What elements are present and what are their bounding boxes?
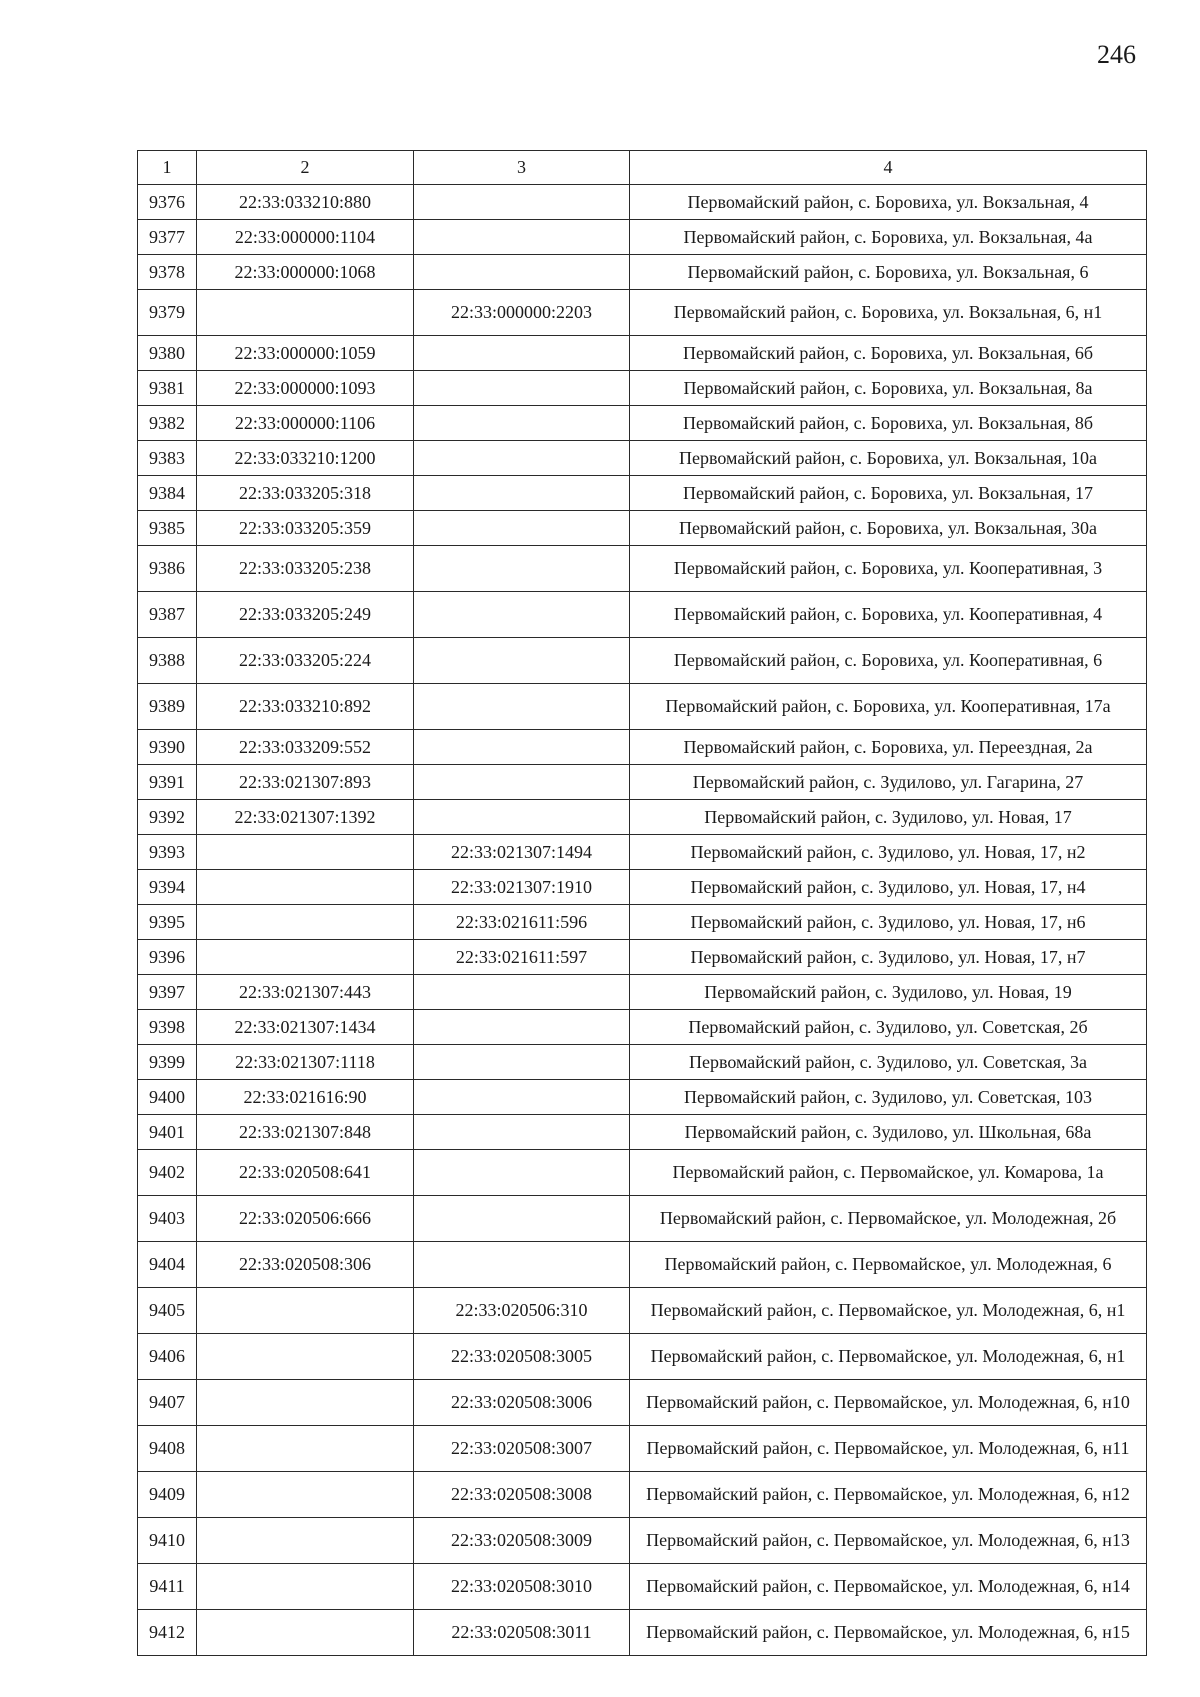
cadastral-number-cell: 22:33:021616:90: [197, 1080, 414, 1115]
row-number-cell: 9393: [138, 835, 197, 870]
premises-cadastral-number-cell: 22:33:020508:3008: [414, 1472, 630, 1518]
table-row: [138, 638, 1147, 684]
address-cell: Первомайский район, с. Первомайское, ул. Молодежная, 6, н14: [630, 1564, 1147, 1610]
premises-cadastral-number-cell: [414, 371, 630, 406]
premises-cadastral-number-cell: 22:33:021307:1494: [414, 835, 630, 870]
table-row: [138, 1518, 1147, 1564]
table-row: [138, 220, 1147, 255]
row-number-cell: 9397: [138, 975, 197, 1010]
cadastral-number-cell: [197, 940, 414, 975]
premises-cadastral-number-cell: [414, 546, 630, 592]
row-number-cell: 9392: [138, 800, 197, 835]
registry-table: [137, 150, 1147, 1656]
cadastral-number-cell: 22:33:033210:1200: [197, 441, 414, 476]
cadastral-number-cell: 22:33:021307:1118: [197, 1045, 414, 1080]
row-number-cell: 9390: [138, 730, 197, 765]
row-number-cell: 9382: [138, 406, 197, 441]
cadastral-number-cell: 22:33:000000:1106: [197, 406, 414, 441]
address-cell: Первомайский район, с. Зудилово, ул. Новая, 17: [630, 800, 1147, 835]
premises-cadastral-number-cell: [414, 1196, 630, 1242]
address-cell: Первомайский район, с. Боровиха, ул. Вокзальная, 4: [630, 185, 1147, 220]
premises-cadastral-number-cell: 22:33:021307:1910: [414, 870, 630, 905]
address-cell: Первомайский район, с. Боровиха, ул. Вокзальная, 8б: [630, 406, 1147, 441]
premises-cadastral-number-cell: 22:33:021611:596: [414, 905, 630, 940]
premises-cadastral-number-cell: [414, 1080, 630, 1115]
cadastral-number-cell: 22:33:033205:224: [197, 638, 414, 684]
premises-cadastral-number-cell: [414, 476, 630, 511]
premises-cadastral-number-cell: 22:33:020506:310: [414, 1288, 630, 1334]
address-cell: Первомайский район, с. Зудилово, ул. Школьная, 68а: [630, 1115, 1147, 1150]
address-cell: Первомайский район, с. Зудилово, ул. Новая, 17, н4: [630, 870, 1147, 905]
table-row: [138, 290, 1147, 336]
table-row: [138, 1564, 1147, 1610]
premises-cadastral-number-cell: 22:33:020508:3006: [414, 1380, 630, 1426]
address-cell: Первомайский район, с. Зудилово, ул. Новая, 17, н6: [630, 905, 1147, 940]
row-number-cell: 9386: [138, 546, 197, 592]
row-number-cell: 9405: [138, 1288, 197, 1334]
cadastral-number-cell: [197, 835, 414, 870]
address-cell: Первомайский район, с. Боровиха, ул. Переездная, 2а: [630, 730, 1147, 765]
table-row: [138, 1115, 1147, 1150]
table-row: [138, 1010, 1147, 1045]
cadastral-number-cell: 22:33:020508:641: [197, 1150, 414, 1196]
cadastral-number-cell: [197, 1334, 414, 1380]
table-row: [138, 1196, 1147, 1242]
table-header: [138, 151, 1147, 185]
header-row: [138, 151, 1147, 185]
cadastral-number-cell: 22:33:021307:1434: [197, 1010, 414, 1045]
page-number: 246: [1097, 40, 1136, 69]
cadastral-number-cell: 22:33:020506:666: [197, 1196, 414, 1242]
address-cell: Первомайский район, с. Зудилово, ул. Новая, 19: [630, 975, 1147, 1010]
table-row: [138, 511, 1147, 546]
table-row: [138, 1150, 1147, 1196]
cadastral-number-cell: [197, 1518, 414, 1564]
address-cell: Первомайский район, с. Боровиха, ул. Вокзальная, 6: [630, 255, 1147, 290]
row-number-cell: 9411: [138, 1564, 197, 1610]
premises-cadastral-number-cell: 22:33:020508:3011: [414, 1610, 630, 1656]
premises-cadastral-number-cell: [414, 1150, 630, 1196]
address-cell: Первомайский район, с. Первомайское, ул. Молодежная, 6, н15: [630, 1610, 1147, 1656]
premises-cadastral-number-cell: [414, 800, 630, 835]
address-cell: Первомайский район, с. Первомайское, ул. Молодежная, 6, н12: [630, 1472, 1147, 1518]
cadastral-number-cell: [197, 290, 414, 336]
premises-cadastral-number-cell: [414, 255, 630, 290]
table-row: [138, 905, 1147, 940]
address-cell: Первомайский район, с. Боровиха, ул. Кооперативная, 17а: [630, 684, 1147, 730]
premises-cadastral-number-cell: [414, 684, 630, 730]
premises-cadastral-number-cell: [414, 638, 630, 684]
table-row: [138, 1045, 1147, 1080]
row-number-cell: 9407: [138, 1380, 197, 1426]
table-row: [138, 765, 1147, 800]
cadastral-number-cell: [197, 870, 414, 905]
table-row: [138, 684, 1147, 730]
row-number-cell: 9408: [138, 1426, 197, 1472]
premises-cadastral-number-cell: [414, 406, 630, 441]
row-number-cell: 9402: [138, 1150, 197, 1196]
row-number-cell: 9406: [138, 1334, 197, 1380]
address-cell: Первомайский район, с. Первомайское, ул. Комарова, 1а: [630, 1150, 1147, 1196]
table-row: [138, 255, 1147, 290]
row-number-cell: 9388: [138, 638, 197, 684]
table-row: [138, 371, 1147, 406]
row-number-cell: 9389: [138, 684, 197, 730]
table-row: [138, 546, 1147, 592]
address-cell: Первомайский район, с. Зудилово, ул. Новая, 17, н2: [630, 835, 1147, 870]
cadastral-number-cell: 22:33:033209:552: [197, 730, 414, 765]
premises-cadastral-number-cell: 22:33:021611:597: [414, 940, 630, 975]
row-number-cell: 9379: [138, 290, 197, 336]
address-cell: Первомайский район, с. Боровиха, ул. Вокзальная, 6б: [630, 336, 1147, 371]
premises-cadastral-number-cell: [414, 1010, 630, 1045]
cadastral-number-cell: 22:33:021307:1392: [197, 800, 414, 835]
cadastral-number-cell: 22:33:021307:443: [197, 975, 414, 1010]
cadastral-number-cell: [197, 1564, 414, 1610]
cadastral-number-cell: 22:33:033205:318: [197, 476, 414, 511]
cadastral-number-cell: 22:33:000000:1068: [197, 255, 414, 290]
cadastral-number-cell: 22:33:033205:359: [197, 511, 414, 546]
row-number-cell: 9383: [138, 441, 197, 476]
table-row: [138, 1472, 1147, 1518]
row-number-cell: 9391: [138, 765, 197, 800]
cadastral-number-cell: 22:33:033205:249: [197, 592, 414, 638]
cadastral-number-cell: 22:33:033210:880: [197, 185, 414, 220]
address-cell: Первомайский район, с. Первомайское, ул. Молодежная, 2б: [630, 1196, 1147, 1242]
premises-cadastral-number-cell: [414, 511, 630, 546]
address-cell: Первомайский район, с. Зудилово, ул. Советская, 103: [630, 1080, 1147, 1115]
row-number-cell: 9403: [138, 1196, 197, 1242]
address-cell: Первомайский район, с. Боровиха, ул. Кооперативная, 3: [630, 546, 1147, 592]
cadastral-number-cell: [197, 1472, 414, 1518]
address-cell: Первомайский район, с. Первомайское, ул. Молодежная, 6, н10: [630, 1380, 1147, 1426]
row-number-cell: 9401: [138, 1115, 197, 1150]
cadastral-number-cell: 22:33:021307:893: [197, 765, 414, 800]
table-row: [138, 1610, 1147, 1656]
address-cell: Первомайский район, с. Боровиха, ул. Вокзальная, 30а: [630, 511, 1147, 546]
premises-cadastral-number-cell: [414, 730, 630, 765]
premises-cadastral-number-cell: [414, 1045, 630, 1080]
address-cell: Первомайский район, с. Боровиха, ул. Вокзальная, 10а: [630, 441, 1147, 476]
header-col-3: 3: [414, 151, 630, 185]
table-row: [138, 185, 1147, 220]
row-number-cell: 9381: [138, 371, 197, 406]
address-cell: Первомайский район, с. Зудилово, ул. Советская, 3а: [630, 1045, 1147, 1080]
cadastral-number-cell: 22:33:000000:1093: [197, 371, 414, 406]
address-cell: Первомайский район, с. Боровиха, ул. Вокзальная, 17: [630, 476, 1147, 511]
row-number-cell: 9378: [138, 255, 197, 290]
cadastral-number-cell: [197, 1610, 414, 1656]
table-row: [138, 800, 1147, 835]
address-cell: Первомайский район, с. Боровиха, ул. Вокзальная, 4а: [630, 220, 1147, 255]
row-number-cell: 9399: [138, 1045, 197, 1080]
table-row: [138, 441, 1147, 476]
address-cell: Первомайский район, с. Зудилово, ул. Новая, 17, н7: [630, 940, 1147, 975]
cadastral-number-cell: 22:33:033205:238: [197, 546, 414, 592]
cadastral-number-cell: [197, 1380, 414, 1426]
address-cell: Первомайский район, с. Боровиха, ул. Вокзальная, 6, н1: [630, 290, 1147, 336]
premises-cadastral-number-cell: 22:33:000000:2203: [414, 290, 630, 336]
premises-cadastral-number-cell: [414, 185, 630, 220]
table-row: [138, 1334, 1147, 1380]
cadastral-number-cell: [197, 1426, 414, 1472]
row-number-cell: 9400: [138, 1080, 197, 1115]
table-row: [138, 336, 1147, 371]
table-body: [138, 185, 1147, 1656]
table-row: [138, 730, 1147, 765]
premises-cadastral-number-cell: [414, 441, 630, 476]
table-row: [138, 476, 1147, 511]
premises-cadastral-number-cell: [414, 592, 630, 638]
address-cell: Первомайский район, с. Боровиха, ул. Кооперативная, 4: [630, 592, 1147, 638]
address-cell: Первомайский район, с. Зудилово, ул. Советская, 2б: [630, 1010, 1147, 1045]
address-cell: Первомайский район, с. Боровиха, ул. Вокзальная, 8а: [630, 371, 1147, 406]
table-row: [138, 940, 1147, 975]
premises-cadastral-number-cell: 22:33:020508:3009: [414, 1518, 630, 1564]
header-col-2: 2: [197, 151, 414, 185]
address-cell: Первомайский район, с. Первомайское, ул. Молодежная, 6, н1: [630, 1334, 1147, 1380]
row-number-cell: 9384: [138, 476, 197, 511]
premises-cadastral-number-cell: [414, 336, 630, 371]
cadastral-number-cell: 22:33:033210:892: [197, 684, 414, 730]
address-cell: Первомайский район, с. Первомайское, ул. Молодежная, 6, н1: [630, 1288, 1147, 1334]
table-row: [138, 835, 1147, 870]
row-number-cell: 9387: [138, 592, 197, 638]
row-number-cell: 9376: [138, 185, 197, 220]
header-col-1: 1: [138, 151, 197, 185]
table-row: [138, 1288, 1147, 1334]
table-row: [138, 1426, 1147, 1472]
premises-cadastral-number-cell: 22:33:020508:3010: [414, 1564, 630, 1610]
row-number-cell: 9409: [138, 1472, 197, 1518]
row-number-cell: 9404: [138, 1242, 197, 1288]
premises-cadastral-number-cell: 22:33:020508:3007: [414, 1426, 630, 1472]
row-number-cell: 9395: [138, 905, 197, 940]
row-number-cell: 9396: [138, 940, 197, 975]
table-row: [138, 1242, 1147, 1288]
row-number-cell: 9412: [138, 1610, 197, 1656]
row-number-cell: 9377: [138, 220, 197, 255]
row-number-cell: 9398: [138, 1010, 197, 1045]
address-cell: Первомайский район, с. Первомайское, ул. Молодежная, 6, н13: [630, 1518, 1147, 1564]
cadastral-number-cell: 22:33:020508:306: [197, 1242, 414, 1288]
row-number-cell: 9394: [138, 870, 197, 905]
premises-cadastral-number-cell: [414, 765, 630, 800]
premises-cadastral-number-cell: [414, 220, 630, 255]
cadastral-number-cell: 22:33:021307:848: [197, 1115, 414, 1150]
row-number-cell: 9385: [138, 511, 197, 546]
address-cell: Первомайский район, с. Боровиха, ул. Кооперативная, 6: [630, 638, 1147, 684]
premises-cadastral-number-cell: [414, 1115, 630, 1150]
table-row: [138, 1380, 1147, 1426]
table-row: [138, 870, 1147, 905]
table-row: [138, 592, 1147, 638]
row-number-cell: 9380: [138, 336, 197, 371]
table-row: [138, 975, 1147, 1010]
cadastral-number-cell: [197, 905, 414, 940]
premises-cadastral-number-cell: [414, 1242, 630, 1288]
header-col-4: 4: [630, 151, 1147, 185]
address-cell: Первомайский район, с. Зудилово, ул. Гагарина, 27: [630, 765, 1147, 800]
table-row: [138, 406, 1147, 441]
cadastral-number-cell: 22:33:000000:1104: [197, 220, 414, 255]
premises-cadastral-number-cell: [414, 975, 630, 1010]
cadastral-number-cell: 22:33:000000:1059: [197, 336, 414, 371]
table-row: [138, 1080, 1147, 1115]
address-cell: Первомайский район, с. Первомайское, ул. Молодежная, 6: [630, 1242, 1147, 1288]
cadastral-number-cell: [197, 1288, 414, 1334]
row-number-cell: 9410: [138, 1518, 197, 1564]
premises-cadastral-number-cell: 22:33:020508:3005: [414, 1334, 630, 1380]
address-cell: Первомайский район, с. Первомайское, ул. Молодежная, 6, н11: [630, 1426, 1147, 1472]
